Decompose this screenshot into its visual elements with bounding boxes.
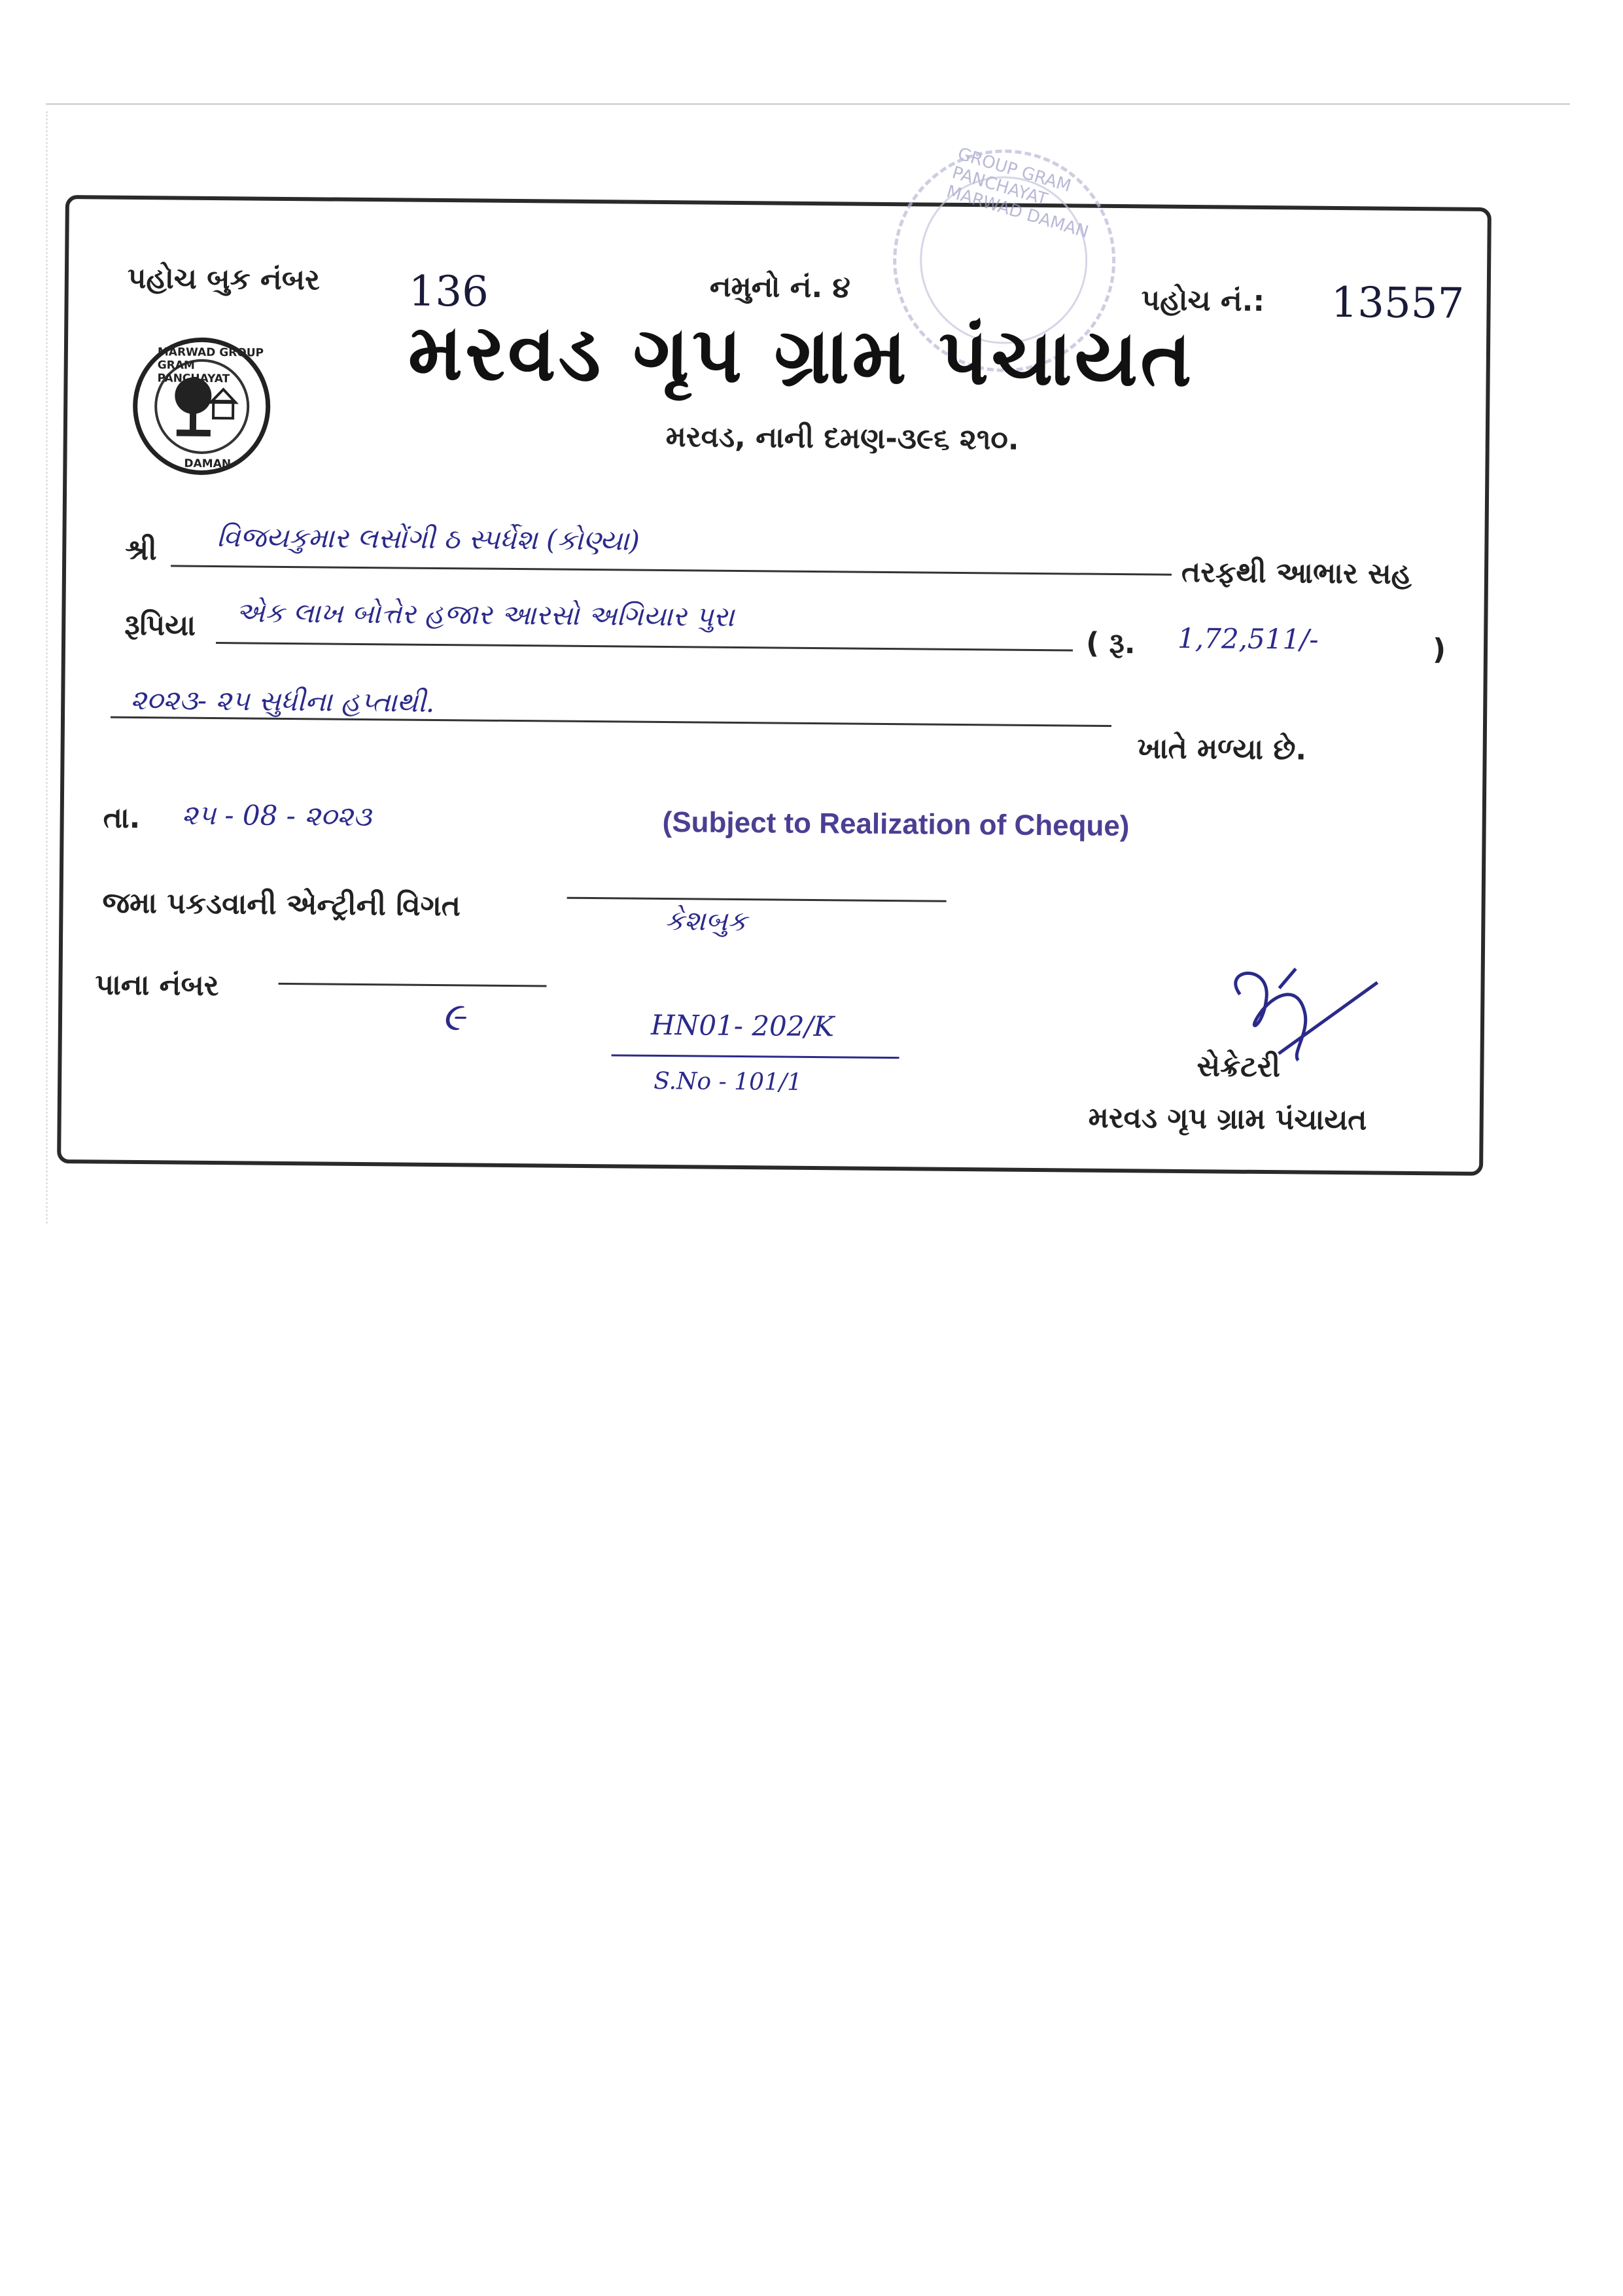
payer-name: વિજયકુમાર લસોંગી ઠ સ્પર્ધેશ (કોણ્યા) [217,521,640,557]
payment-purpose: ૨૦૨૩- ૨૫ સુધીના હપ્તાથી. [130,683,435,718]
shri-label: શ્રી [125,533,157,567]
page-number-value: ૯ [441,994,465,1040]
thanks-label: તરફથી આભાર સહ [1181,555,1412,591]
reference-note-2: S.No - 101/1 [654,1067,803,1096]
amount-figure-suffix: ) [1432,633,1446,667]
panchayat-address: મરવડ, નાની દમણ-૩૯૬ ૨૧૦. [665,420,1019,457]
page-left-edge [46,111,48,1224]
page-number-label: પાના નંબર [95,968,219,1003]
book-number-label: પહોચ બુક નંબર [127,261,321,297]
receipt-number: 13557 [1331,278,1465,328]
book-number: 136 [408,267,489,317]
entry-detail-value: કેશબુક [665,904,747,938]
page-top-edge [46,103,1570,105]
signatory-title: સેક્રેટરી [1196,1050,1281,1084]
entry-detail-label: જમા પકડવાની એન્ટ્રીની વિગત [102,886,461,923]
subject-to-cheque-note: (Subject to Realization of Cheque) [662,806,1130,843]
amount-figure-prefix: ( રૂ. [1085,626,1136,661]
seal-text: MARWAD GROUP GRAM PANCHAYAT [157,345,264,386]
received-label: ખાતે મળ્યા છે. [1137,732,1307,767]
receipt-form [57,144,1492,1176]
reference-note-1: HN01- 202/K [650,1008,835,1043]
panchayat-title: મરવડ ગૃપ ગ્રામ પંચાયત [408,306,1195,404]
signatory-organisation: મરવડ ગૃપ ગ્રામ પંચાયત [1088,1101,1367,1137]
panchayat-seal-logo [132,337,271,476]
seal-text-daman: DAMAN [184,457,232,471]
receipt-number-label: પહોચ નં.: [1141,283,1265,319]
amount-in-words: એક લાખ બોત્તેર હજાર આરસો અગિયાર પુરા [236,596,735,633]
rupees-label: રૂપિયા [124,608,196,643]
amount-in-figures: 1,72,511/- [1177,622,1319,656]
stamp-text: GROUP GRAM PANCHAYAT MARWAD DAMAN [944,144,1091,243]
form-number-label: નમુનો નં. ૪ [709,270,851,305]
date-label: તા. [103,801,141,836]
date-value: ૨૫ - 08 - ૨૦૨૩ [181,798,372,833]
